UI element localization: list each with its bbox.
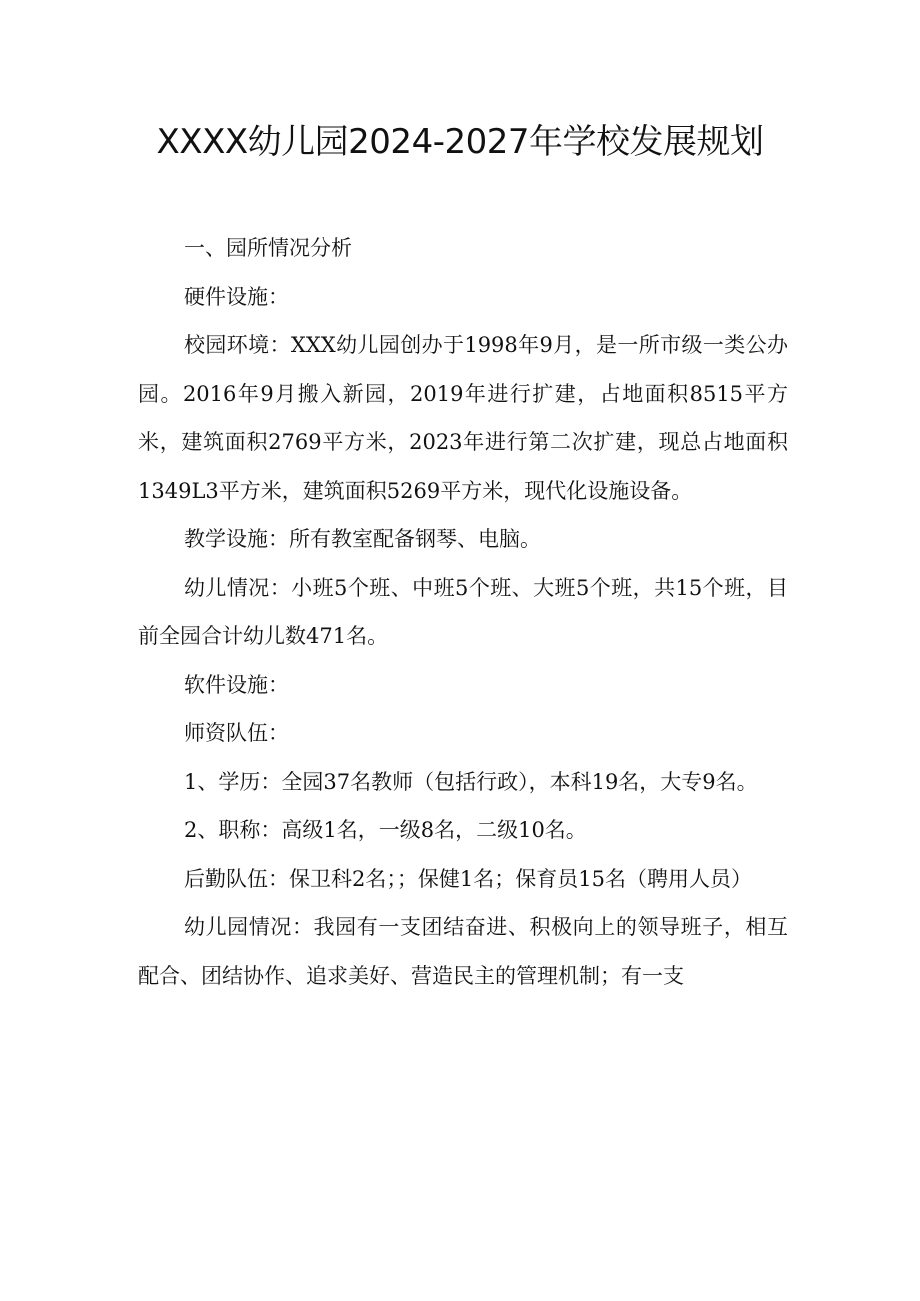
paragraph-hardware: 硬件设施： [184,284,289,309]
paragraph-teaching-facilities: 教学设施：所有教室配备钢琴、电脑。 [184,527,541,551]
section-heading: 一、园所情况分析 [184,236,352,260]
paragraph-software: 软件设施： [184,672,289,697]
document-body [138,224,788,1000]
paragraph-education: 1、学历：全园37名教师（包括行政），本科19名，大专9名。 [184,769,758,794]
document-title: XXXX幼儿园2024-2027年学校发展规划 [156,122,764,162]
paragraph-teaching-staff: 师资队伍： [184,721,289,745]
paragraph-kindergarten: 幼儿园情况：我园有一支团结奋进、积极向上的领导班子，相互配合、团结协作、追求美好、营造民主的管理机制；有一支 [138,915,788,988]
paragraph-children: 幼儿情况：小班5个班、中班5个班、大班5个班，共15个班，目前全园合计幼儿数471名。 [138,575,788,648]
paragraph-logistics: 后勤队伍：保卫科2名；；保健1名；保育员15名（聘用人员） [184,866,752,891]
paragraph-titles: 2、职称：高级1名，一级8名，二级10名。 [184,818,587,842]
paragraph-campus-environment: 校园环境：XXX幼儿园创办于1998年9月，是一所市级一类公办园。2016年9月搬入新园，2019年进行扩建，占地面积8515平方米，建筑面积2769平方米，2023年进行第二次扩建，现总占地面积1349L3平方米，建筑面积5269平方米，现代化设施设备。 [138,333,788,503]
